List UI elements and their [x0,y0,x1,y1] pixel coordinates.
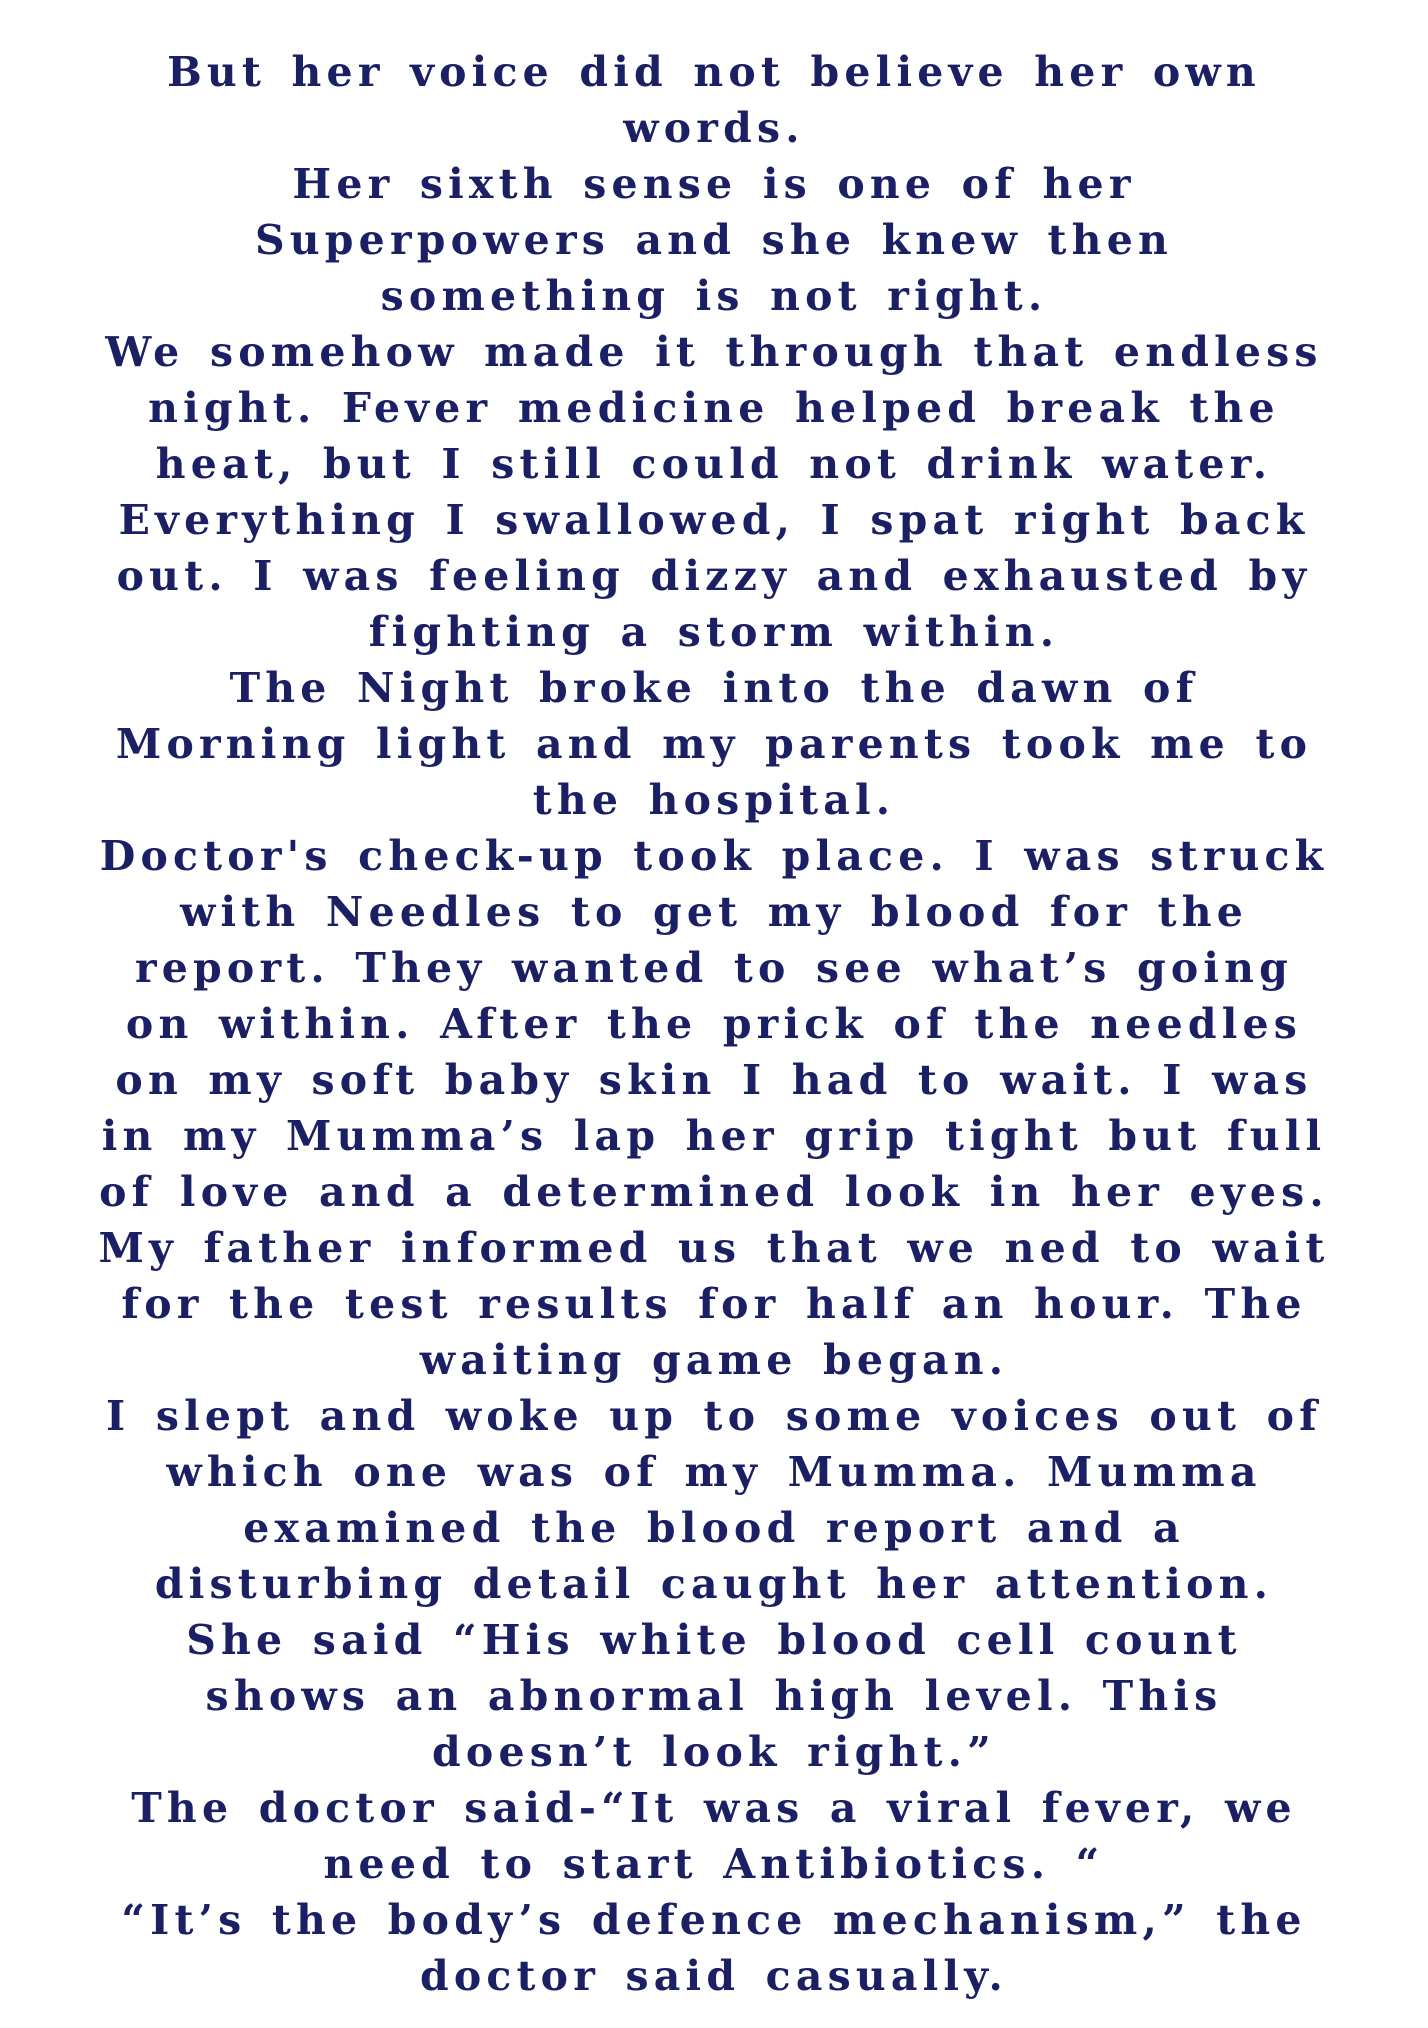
story-line: The doctor said-“It was a viral fever, we [131,1784,1297,1832]
story-line: on within. After the prick of the needles [125,1000,1303,1048]
story-line: on my soft baby skin I had to wait. I was [115,1056,1313,1104]
story-line: doctor said casually. [419,1952,1009,2000]
story-line: words. [623,104,805,152]
story-line: “It’s the body’s defence mechanism,” the [121,1896,1307,1944]
story-line: which one was of my Mumma. Mumma [166,1448,1262,1496]
story-line: My father informed us that we ned to wait [98,1224,1330,1272]
story-line: examined the blood report and a [243,1504,1185,1552]
story-line: Everything I swallowed, I spat right back [118,496,1310,544]
story-line: Doctor's check-up took place. I was struck [99,832,1329,880]
story-line: for the test results for half an hour. The [121,1280,1307,1328]
story-line: with Needles to get my blood for the [180,888,1248,936]
story-line: But her voice did not believe her own [167,48,1261,96]
story-line: I slept and woke up to some voices out of [106,1392,1322,1440]
story-line: of love and a determined look in her eyes. [99,1168,1329,1216]
story-line: heat, but I still could not drink water. [155,440,1273,488]
story-line: Her sixth sense is one of her [292,160,1136,208]
story-text [80,44,1348,2004]
story-line: in my Mumma’s lap her grip tight but full [101,1112,1327,1160]
story-line: report. They wanted to see what’s going [134,944,1294,992]
story-line: Superpowers and she knew then [254,216,1173,264]
story-line: night. Fever medicine helped break the [148,384,1280,432]
story-line: fighting a storm within. [368,608,1060,656]
story-line: something is not right. [380,272,1048,320]
story-line: disturbing detail caught her attention. [154,1560,1274,1608]
story-line: out. I was feeling dizzy and exhausted by [116,552,1312,600]
story-line: need to start Antibiotics. “ [323,1840,1105,1888]
story-line: doesn’t look right.” [432,1728,996,1776]
story-line: Morning light and my parents took me to [115,720,1313,768]
story-line: She said “His white blood cell count [186,1616,1242,1664]
story-line: waiting game began. [419,1336,1009,1384]
story-line: The Night broke into the dawn of [229,664,1199,712]
story-line: shows an abnormal high level. This [205,1672,1223,1720]
story-line: We somehow made it through that endless [105,328,1323,376]
story-line: the hospital. [532,776,896,824]
